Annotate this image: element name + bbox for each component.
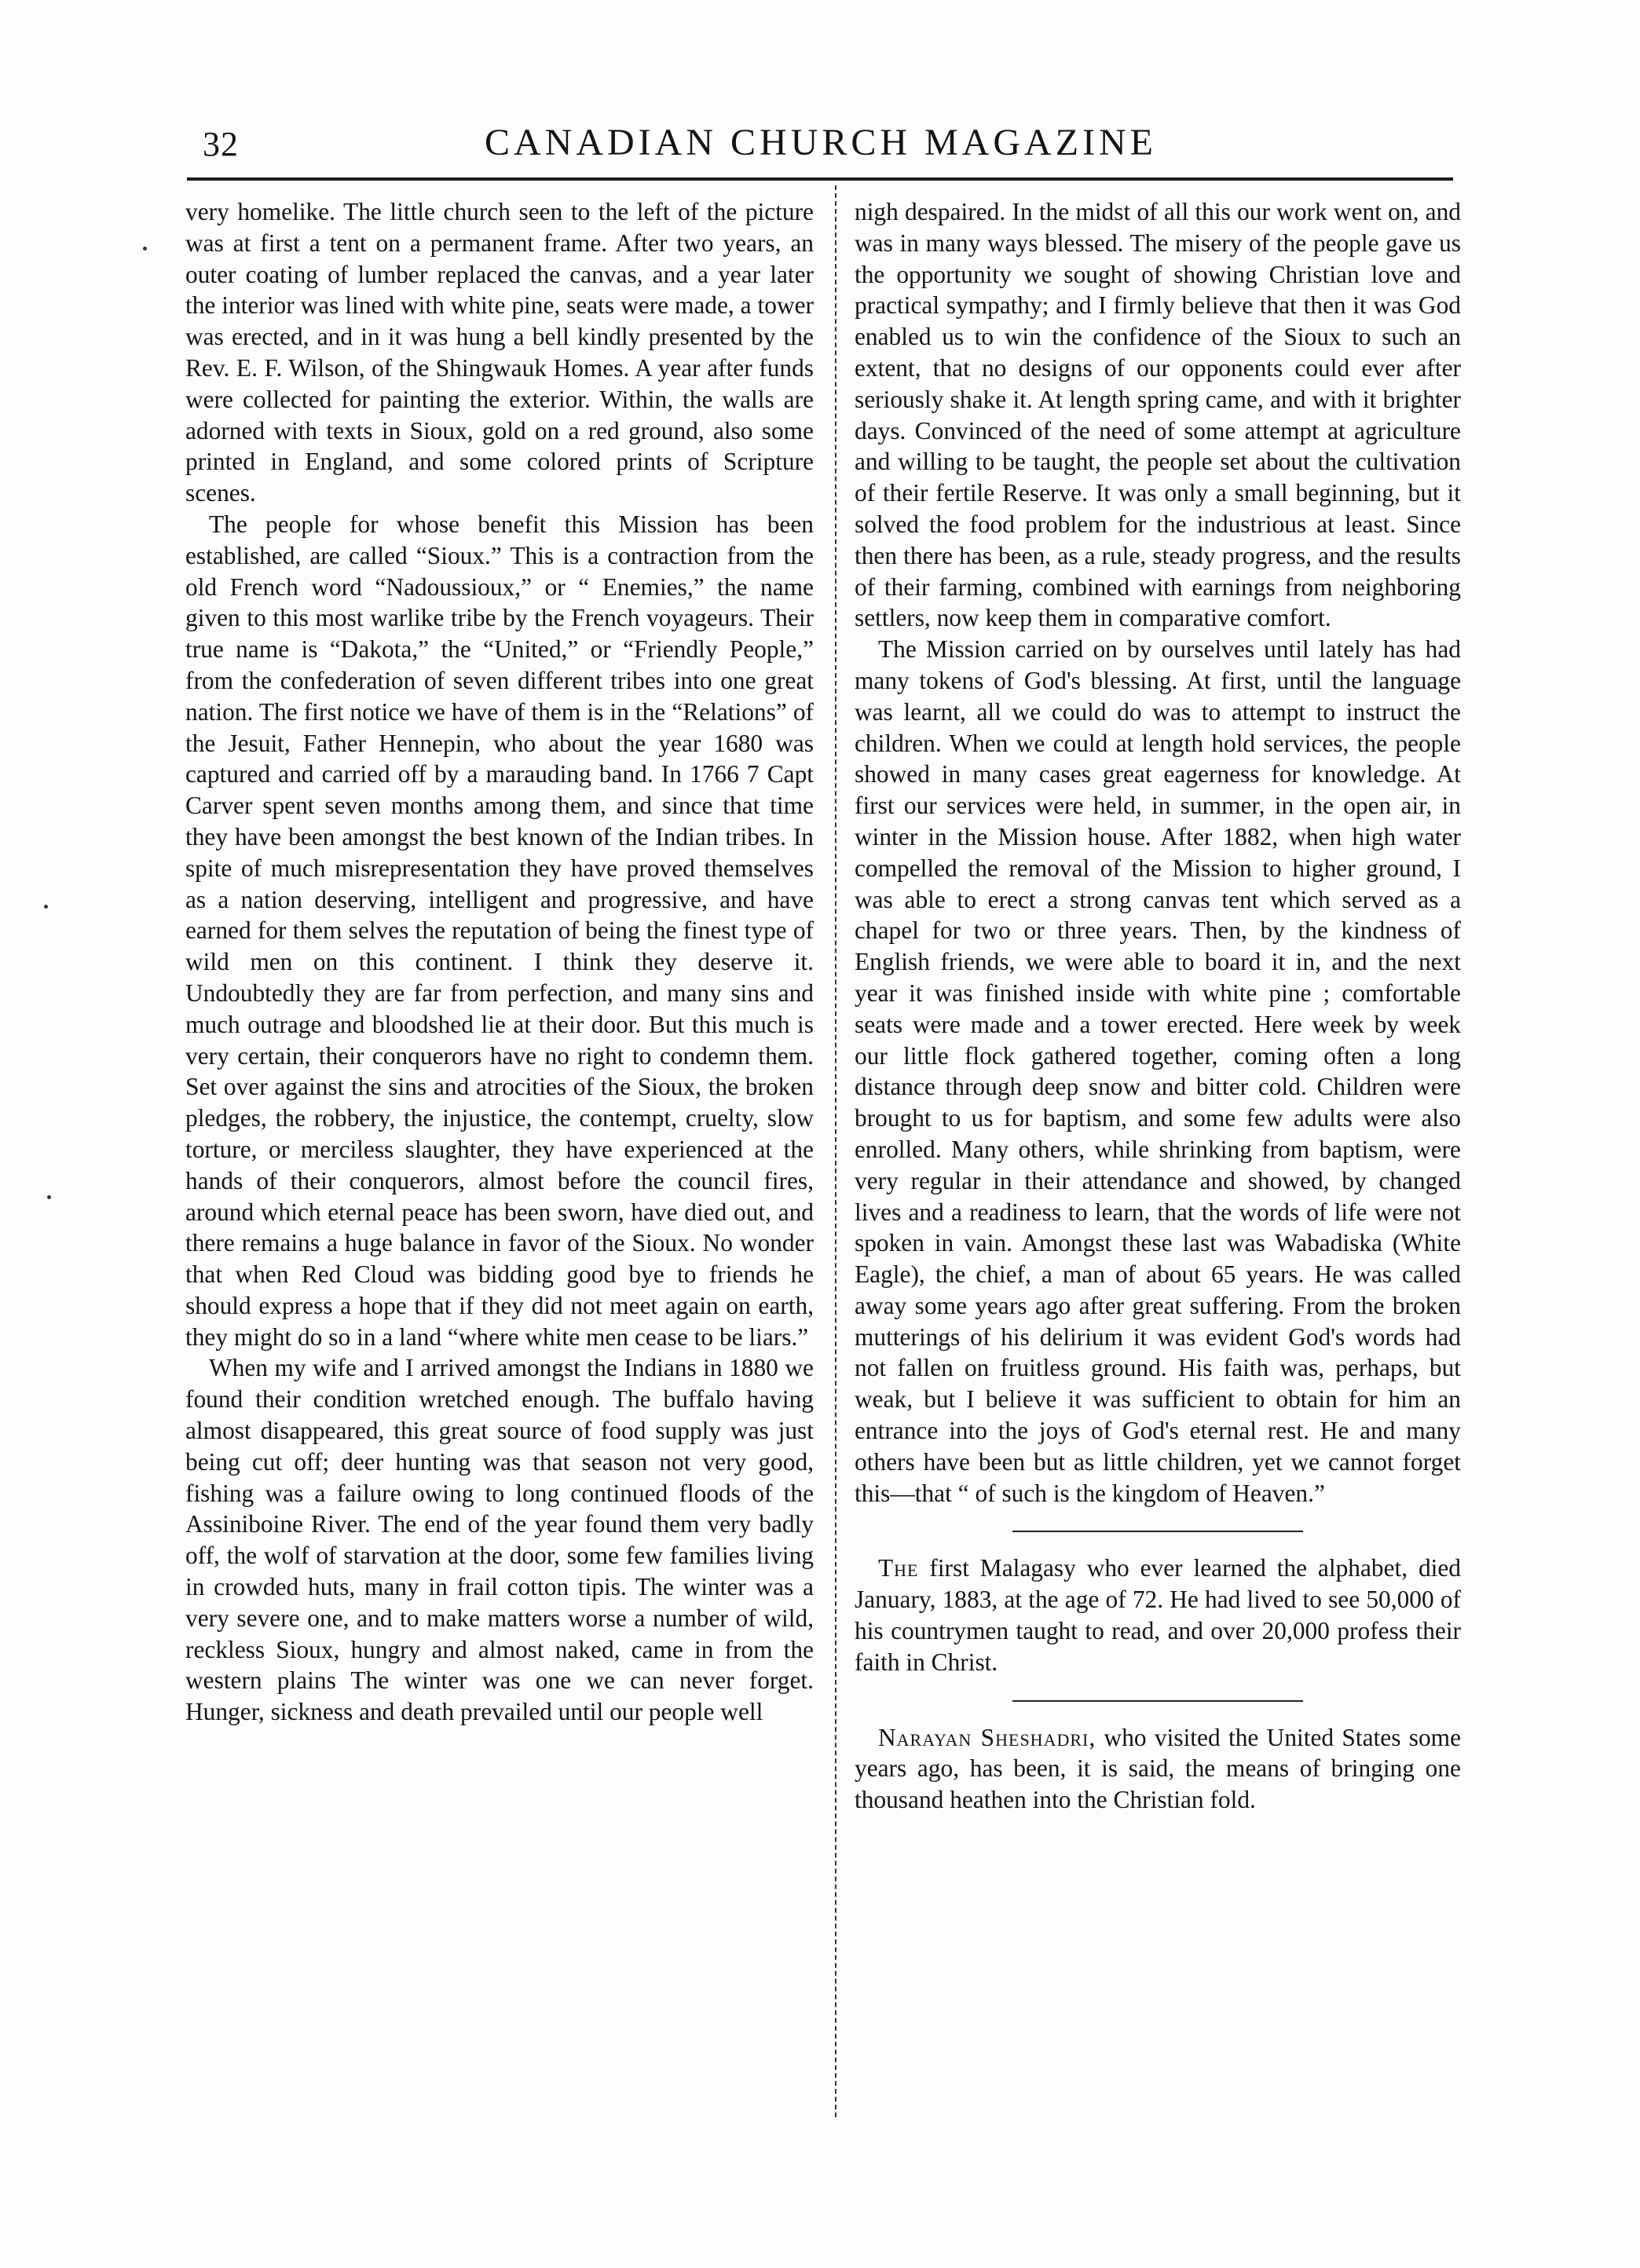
margin-speck xyxy=(44,905,48,909)
margin-speck xyxy=(47,1195,51,1199)
note-lead: Narayan Sheshadri, xyxy=(878,1723,1096,1751)
news-note xyxy=(855,1722,1461,1816)
left-column xyxy=(185,196,814,1728)
page-number: 32 xyxy=(203,125,239,163)
section-rule xyxy=(1012,1531,1303,1532)
note-lead: The xyxy=(878,1554,919,1582)
paragraph: When my wife and I arrived amongst the Indians in 1880 we found their condition wretched enough. The buffalo having almost disappeared, this great source of food supply was just being cut off; deer hunting was that season not very good, fishing was a failure owing to long continued floods of the Assiniboine River. The end of the year found them very badly off, the wolf of starvation at the door, some few families living in crowded huts, many in frail cotton tipis. The winter was a very severe one, and to make matters worse a number of wild, reckless Sioux, hungry and almost naked, came in from the western plains The winter was one we can never forget. Hunger, sickness and death prevailed until our people well xyxy=(185,1354,814,1726)
section-rule xyxy=(1012,1700,1303,1702)
page-header xyxy=(189,118,1453,173)
paragraph: nigh despaired. In the midst of all this our work went on, and was in many ways blessed. The misery of the people gave us the opportunity we sought of showing Christian love and practical sympathy; and I firmly believe that then it was God enabled us to win the confidence of the Sioux to such an extent, that no designs of our opponents could ever after seriously shake it. At length spring came, and with it brighter days. Convinced of the need of some attempt at agriculture and willing to be taught, the people set about the cultivation of their fertile Reserve. It was only a small beginning, but it solved the food problem for the industrious at least. Since then there has been, as a rule, steady progress, and the results of their farming, combined with earnings from neighboring settlers, now keep them in comparative comfort. xyxy=(855,198,1461,632)
column-divider xyxy=(835,185,836,2117)
note-text: first Malagasy who ever learned the alphabet, died January, 1883, at the age of 72. He had lived to see 50,000 of his countrymen taught to read, and over 20,000 profess their faith in Christ. xyxy=(855,1554,1461,1676)
right-column xyxy=(855,196,1461,1816)
margin-speck xyxy=(143,247,147,251)
running-title: CANADIAN CHURCH MAGAZINE xyxy=(485,122,1157,163)
paragraph: The Mission carried on by ourselves until lately has had many tokens of God's blessing. At first, until the language was learnt, all we could do was to attempt to instruct the children. When we could at length hold services, the people showed in many cases great eagerness for knowledge. At first our services were held, in summer, in the open air, in winter in the Mission house. After 1882, when high water compelled the removal of the Mission to higher ground, I was able to erect a strong canvas tent which served as a chapel for two or three years. Then, by the kindness of English friends, we were able to board it in, and the next year it was finished inside with white pine ; comfortable seats were made and a tower erected. Here week by week our little flock gathered together, coming often a long distance through deep snow and bitter cold. Children were brought to us for baptism, and some few adults were also enrolled. Many others, while shrinking from baptism, were very regular in their attendance and showed, by changed lives and a readiness to learn, that the words of life were not spoken in vain. Amongst these last was Wabadiska (White Eagle), the chief, a man of about 65 years. He was called away some years ago after great suffering. From the broken mutterings of his delirium it was evident God's words had not fallen on fruitless ground. His faith was, perhaps, but weak, but I believe it was sufficient to obtain for him an entrance into the joys of God's eternal rest. He and many others have been but as little children, yet we cannot forget this—that “ of such is the kingdom of Heaven.” xyxy=(855,635,1461,1507)
paragraph: very homelike. The little church seen to the left of the picture was at first a tent on a permanent frame. After two years, an outer coating of lumber replaced the canvas, and a year later the interior was lined with white pine, seats were made, a tower was erected, and in it was hung a bell kindly presented by the Rev. E. F. Wilson, of the Shingwauk Homes. A year after funds were collected for painting the exterior. Within, the walls are adorned with texts in Sioux, gold on a red ground, also some printed in England, and some colored prints of Scripture scenes. xyxy=(185,198,814,507)
note-text: who visited the United States some years ago, has been, it is said, the means of bringing one thousand heathen into the Christian fold. xyxy=(855,1723,1461,1814)
paragraph: The people for whose benefit this Mission has been established, are called “Sioux.” This is a contraction from the old French word “Nadoussioux,” or “ Enemies,” the name given to this most warlike tribe by the French voyageurs. Their true name is “Dakota,” the “United,” or “Friendly People,” from the confederation of seven different tribes into one great nation. The first notice we have of them is in the “Relations” of the Jesuit, Father Hennepin, who about the year 1680 was captured and carried off by a marauding band. In 1766 7 Capt Carver spent seven months among them, and since that time they have been amongst the best known of the Indian tribes. In spite of much misrepresentation they have proved themselves as a nation deserving, intelligent and progressive, and have earned for them selves the reputation of being the finest type of wild men on this continent. I think they deserve it. Undoubtedly they are far from perfection, and many sins and much outrage and bloodshed lie at their door. But this much is very certain, their conquerors have no right to condemn them. Set over against the sins and atrocities of the Sioux, the broken pledges, the robbery, the injustice, the contempt, cruelty, slow torture, or merciless slaughter, they have experienced at the hands of their conquerors, almost before the council fires, around which eternal peace has been sworn, have died out, and there remains a huge balance in favor of the Sioux. No wonder that when Red Cloud was bidding good bye to friends he should express a hope that if they did not meet again on earth, they might do so in a land “where white men cease to be liars.” xyxy=(185,510,814,1351)
header-rule xyxy=(187,177,1453,181)
news-note xyxy=(855,1553,1461,1677)
